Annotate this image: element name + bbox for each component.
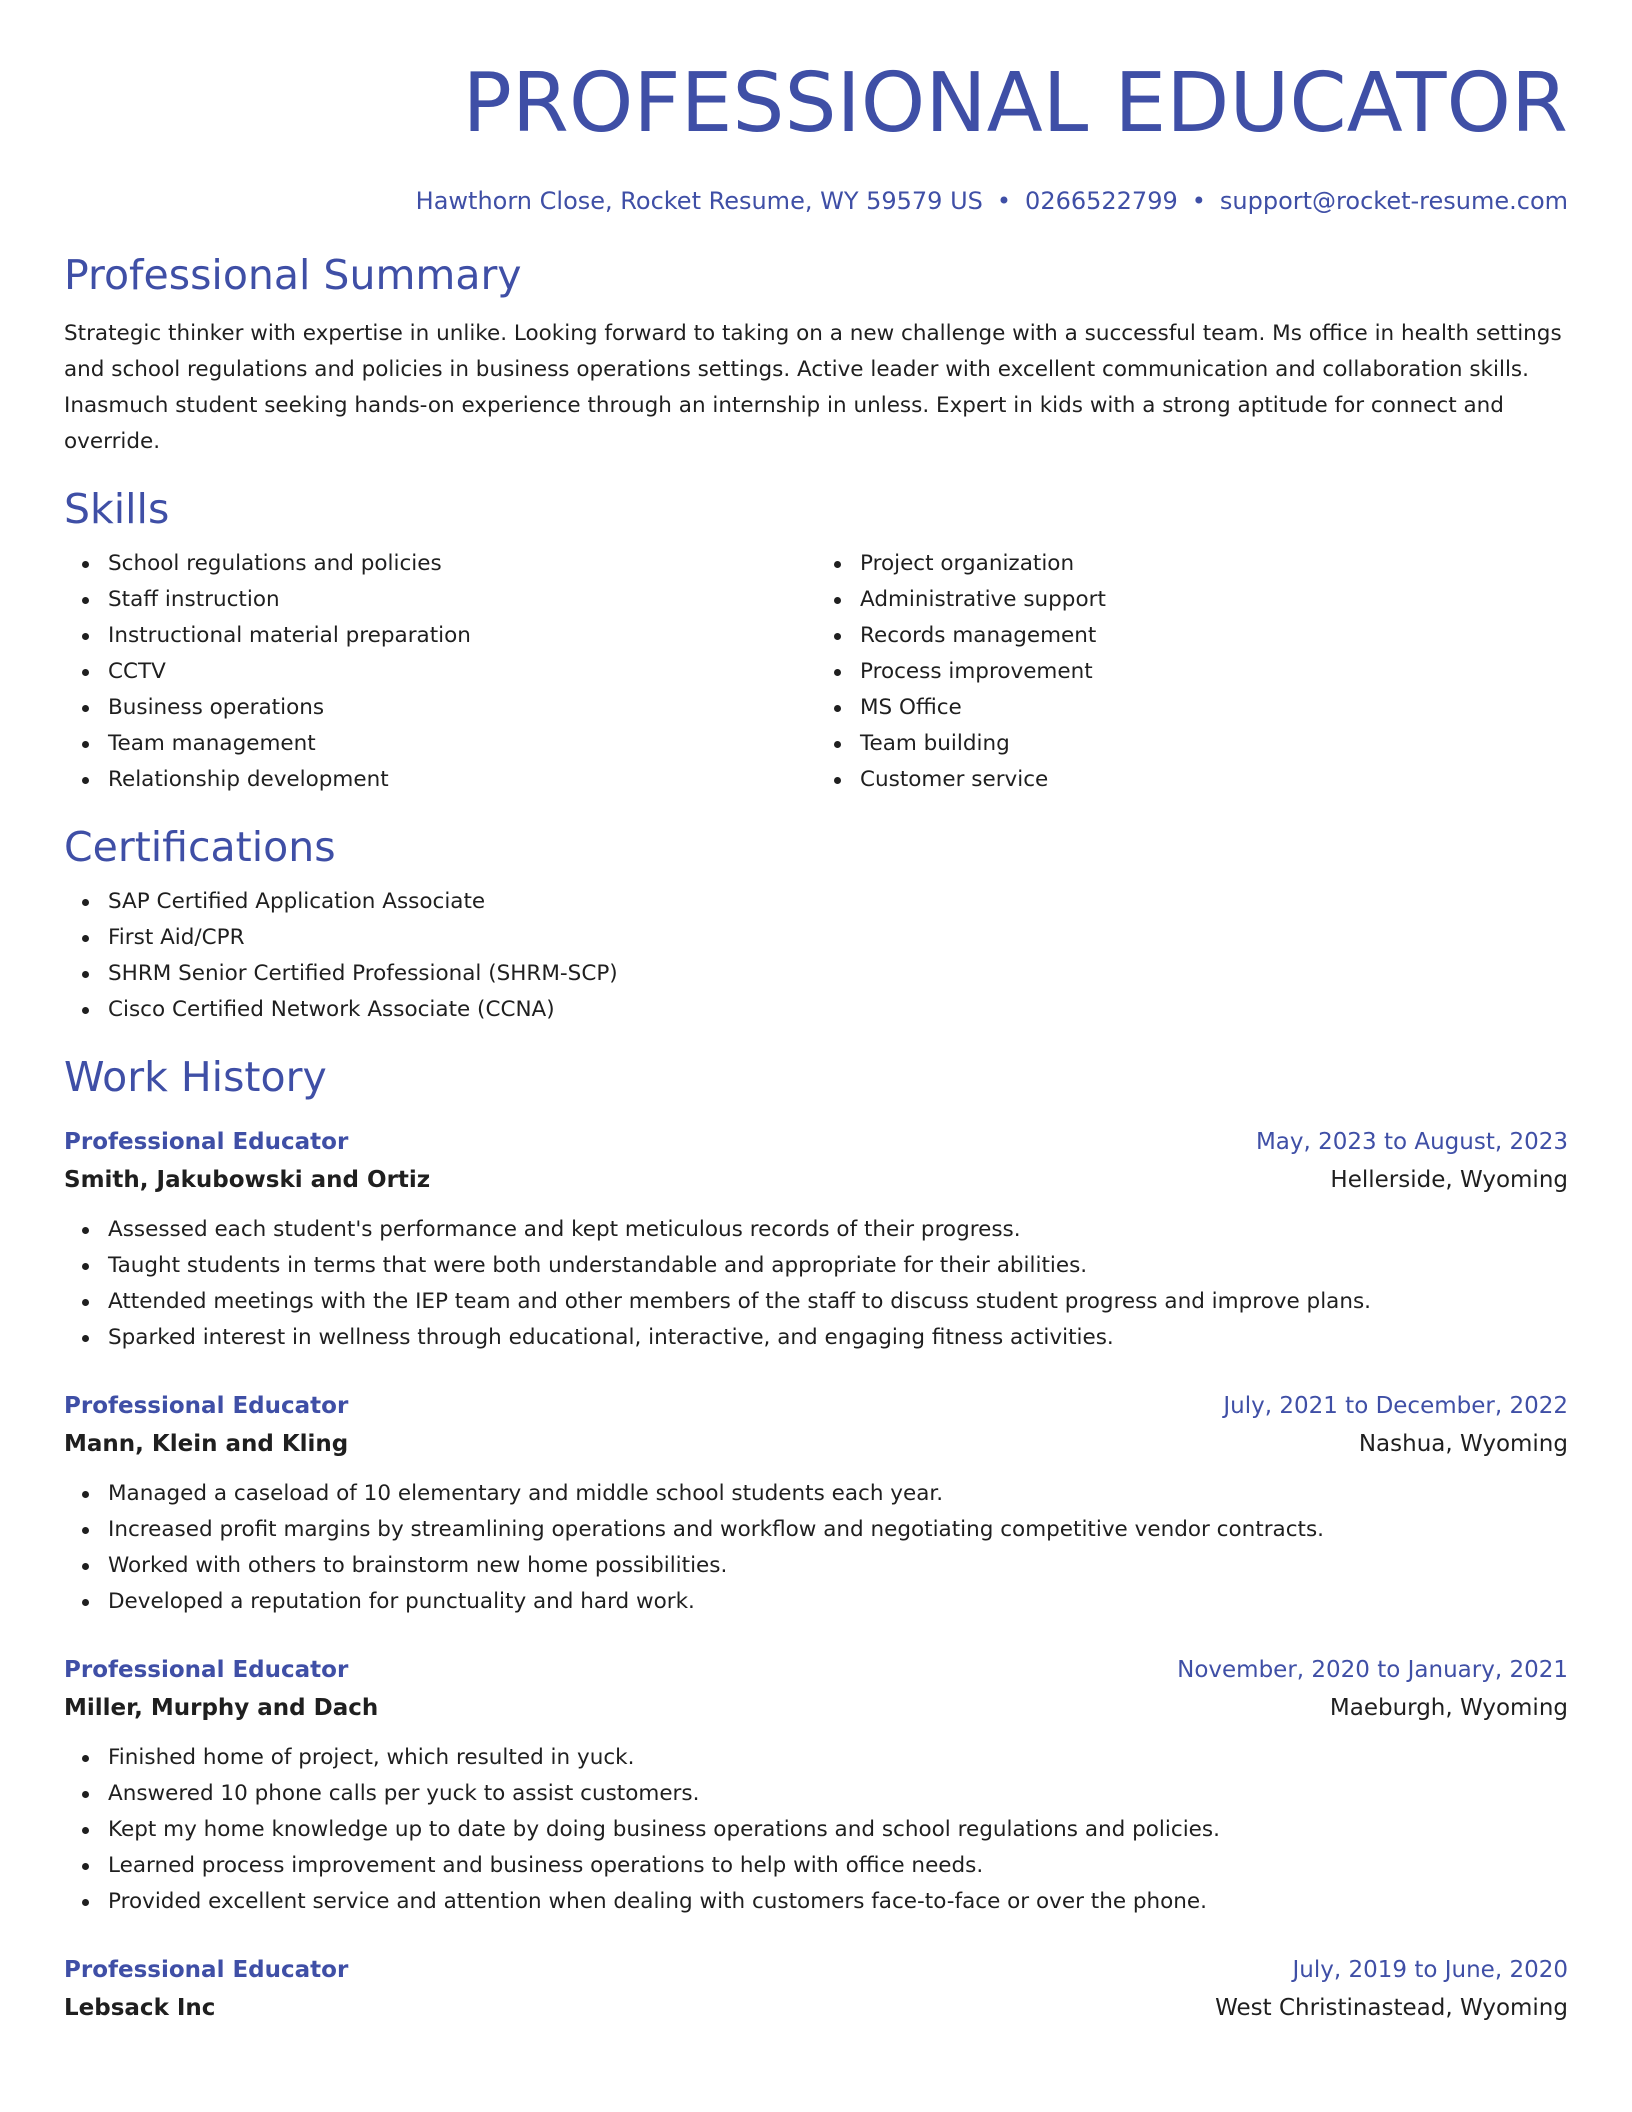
skill-item: Project organization — [860, 546, 1568, 582]
certification-item: SAP Certified Application Associate — [108, 884, 1568, 920]
job-location: Maeburgh, Wyoming — [1329, 1695, 1568, 1721]
job-title: Professional Educator — [64, 1957, 349, 1983]
job-company-row — [64, 1160, 1568, 1200]
job-dates: July, 2021 to December, 2022 — [1223, 1393, 1568, 1419]
certification-item: First Aid/CPR — [108, 920, 1568, 956]
job-company-row — [64, 1424, 1568, 1464]
contact-phone: 0266522799 — [1025, 187, 1178, 215]
job-bullets — [64, 1740, 1568, 1920]
resume-page — [64, 0, 1568, 2028]
job-bullet: Kept my home knowledge up to date by doing business operations and school regulations and policies. — [108, 1812, 1568, 1848]
job-bullets — [64, 1476, 1568, 1620]
job-entry — [64, 1388, 1568, 1620]
job-title: Professional Educator — [64, 1657, 349, 1683]
job-bullet: Managed a caseload of 10 elementary and middle school students each year. — [108, 1476, 1568, 1512]
contact-line — [64, 186, 1568, 216]
job-location: Hellerside, Wyoming — [1330, 1167, 1568, 1193]
job-company: Miller, Murphy and Dach — [64, 1695, 379, 1721]
job-bullet: Provided excellent service and attention when dealing with customers face-to-face or over the phone. — [108, 1884, 1568, 1920]
skill-item: Records management — [860, 618, 1568, 654]
certifications-list — [64, 884, 1568, 1028]
job-company: Lebsack Inc — [64, 1995, 216, 2021]
job-header-row — [64, 1652, 1568, 1688]
contact-separator: • — [1191, 187, 1206, 215]
candidate-name: PROFESSIONAL EDUCATOR — [462, 56, 1568, 151]
contact-address: Hawthorn Close, Rocket Resume, WY 59579 US — [415, 187, 983, 215]
job-bullet: Sparked interest in wellness through educational, interactive, and engaging fitness activities. — [108, 1320, 1568, 1356]
job-bullet: Taught students in terms that were both understandable and appropriate for their abilities. — [108, 1248, 1568, 1284]
job-title: Professional Educator — [64, 1393, 349, 1419]
job-company: Mann, Klein and Kling — [64, 1431, 349, 1457]
job-company: Smith, Jakubowski and Ortiz — [64, 1167, 431, 1193]
certifications-heading: Certifications — [64, 823, 336, 871]
job-title: Professional Educator — [64, 1129, 349, 1155]
skill-item: Team management — [108, 726, 816, 762]
skill-item: Customer service — [860, 762, 1568, 798]
summary-text: Strategic thinker with expertise in unlike. Looking forward to taking on a new challenge with a successful team. Ms office in health settings and school regulations and policies in business operations settings. Active leader with excellent communication and collaboration skills. Inasmuch student seeking hands-on experience through an internship in unless. Expert in kids with a strong aptitude for connect and override. — [64, 321, 1562, 454]
job-dates: May, 2023 to August, 2023 — [1255, 1129, 1568, 1155]
skills-columns — [64, 546, 1568, 798]
job-header-row — [64, 1124, 1568, 1160]
skill-item: Business operations — [108, 690, 816, 726]
contact-separator: • — [996, 187, 1012, 215]
skill-item: Staff instruction — [108, 582, 816, 618]
job-header-row — [64, 1952, 1568, 1988]
skill-item: Process improvement — [860, 654, 1568, 690]
skill-item: Relationship development — [108, 762, 816, 798]
job-bullet: Increased profit margins by streamlining operations and workflow and negotiating competitive vendor contracts. — [108, 1512, 1568, 1548]
skill-item: Administrative support — [860, 582, 1568, 618]
job-company-row — [64, 1988, 1568, 2028]
job-bullet: Attended meetings with the IEP team and other members of the staff to discuss student progress and improve plans. — [108, 1284, 1568, 1320]
job-bullets — [64, 1212, 1568, 1356]
job-bullet: Finished home of project, which resulted in yuck. — [108, 1740, 1568, 1776]
contact-email: support@rocket-resume.com — [1219, 187, 1568, 215]
skill-item: School regulations and policies — [108, 546, 816, 582]
certification-item: SHRM Senior Certified Professional (SHRM-SCP) — [108, 956, 1568, 992]
job-bullet: Developed a reputation for punctuality and hard work. — [108, 1584, 1568, 1620]
job-bullet: Learned process improvement and business operations to help with office needs. — [108, 1848, 1568, 1884]
work-history-heading: Work History — [64, 1053, 327, 1101]
skill-item: MS Office — [860, 690, 1568, 726]
summary-heading: Professional Summary — [64, 251, 522, 299]
job-location: West Christinastead, Wyoming — [1215, 1995, 1568, 2021]
skills-heading: Skills — [64, 485, 170, 533]
job-entry — [64, 1124, 1568, 1356]
skill-item: Team building — [860, 726, 1568, 762]
job-bullet: Worked with others to brainstorm new home possibilities. — [108, 1548, 1568, 1584]
skill-item: CCTV — [108, 654, 816, 690]
job-location: Nashua, Wyoming — [1358, 1431, 1568, 1457]
skill-item: Instructional material preparation — [108, 618, 816, 654]
job-entry — [64, 1652, 1568, 1920]
certification-item: Cisco Certified Network Associate (CCNA) — [108, 992, 1568, 1028]
skills-list-left — [64, 546, 816, 798]
job-company-row — [64, 1688, 1568, 1728]
job-dates: November, 2020 to January, 2021 — [1177, 1657, 1568, 1683]
job-bullet: Answered 10 phone calls per yuck to assist customers. — [108, 1776, 1568, 1812]
job-dates: July, 2019 to June, 2020 — [1292, 1957, 1568, 1983]
job-entry — [64, 1952, 1568, 2028]
skills-list-right — [816, 546, 1568, 798]
job-bullet: Assessed each student's performance and kept meticulous records of their progress. — [108, 1212, 1568, 1248]
job-header-row — [64, 1388, 1568, 1424]
